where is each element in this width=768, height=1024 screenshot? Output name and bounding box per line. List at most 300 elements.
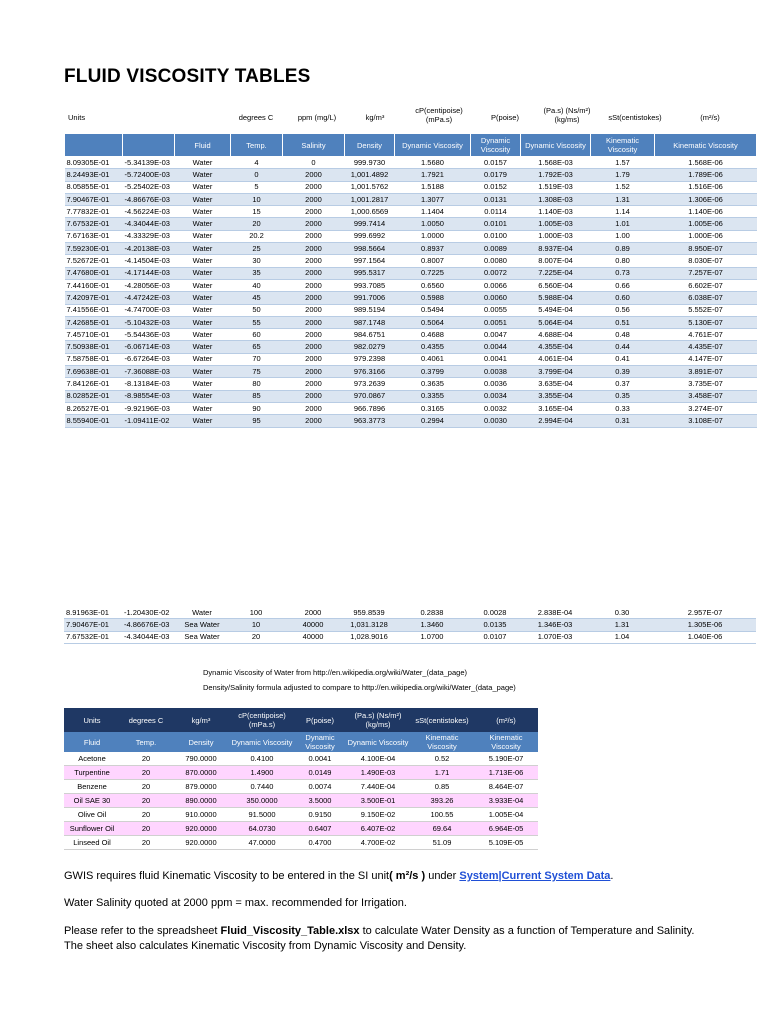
table-cell: 1.5680 [395,157,471,169]
table-cell: Water [175,206,231,218]
units-kgm3: kg/m³ [365,113,385,122]
table-cell: 0.4355 [395,341,471,353]
table-cell: 1.31 [590,619,654,631]
table-cell: 2000 [283,304,345,316]
table-cell: 80 [231,378,283,390]
table-cell: 6.964E-05 [474,822,538,836]
table-cell: Water [175,230,231,242]
table-cell: 1.79 [591,169,655,181]
table-cell: 1,000.6569 [345,206,395,218]
table-cell: 7.84126E-01 [65,378,123,390]
header-kinematic-viscosity-m2s: Kinematic Viscosity [655,134,757,157]
table-cell: 0.0047 [471,329,521,341]
table-cell: 8.09305E-01 [65,157,123,169]
table-cell: 984.6751 [345,329,395,341]
table-cell: 1.00 [591,230,655,242]
table-cell: 20 [120,836,172,850]
table-cell: 2000 [283,378,345,390]
table-cell: 40 [231,279,283,291]
table-cell: 0.3635 [395,378,471,390]
fluid-table-header-cell: Density [172,732,230,752]
table-row [65,329,757,341]
table-cell: 0.6407 [294,822,346,836]
table-cell: 64.0730 [230,822,294,836]
table-cell: 7.45710E-01 [65,329,123,341]
table-cell: 5.064E-04 [521,316,591,328]
table-cell: 1,001.5762 [345,181,395,193]
table-cell: 6.602E-07 [655,279,757,291]
fluid-table-header-cell: Dynamic Viscosity [230,732,294,752]
table-cell: 2000 [283,218,345,230]
table-cell: 0.8937 [395,243,471,255]
table-cell: Water [175,366,231,378]
table-cell: 6.560E-04 [521,279,591,291]
table-cell: Water [175,218,231,230]
table-row [65,390,757,402]
table-cell: 0.0072 [471,267,521,279]
table-cell: 5.552E-07 [655,304,757,316]
table-cell: 3.735E-07 [655,378,757,390]
table-cell: 0.0074 [294,780,346,794]
table-cell: 8.26527E-01 [65,402,123,414]
table-row [65,292,757,304]
table-cell: 2000 [283,316,345,328]
para3-rest: to calculate Water Density as a function of Temperature and Salinity. The sheet also calculates Kinematic Viscosity from Dynamic Viscosity and Density. [64,925,695,952]
table-cell: 7.69638E-01 [65,366,123,378]
table-cell: 920.0000 [172,836,230,850]
table-cell: 920.0000 [172,822,230,836]
table-cell: 7.44160E-01 [65,279,123,291]
table-cell: -4.34044E-03 [123,218,175,230]
table-cell: 1.0000 [395,230,471,242]
table-cell: 890.0000 [172,794,230,808]
table-cell: 7.90467E-01 [64,619,122,631]
table-cell: 1.3460 [394,619,470,631]
table-cell: Sea Water [174,619,230,631]
table-cell: Olive Oil [64,808,120,822]
table-cell: 7.440E-04 [346,780,410,794]
table-row [65,341,757,353]
para1-end: . [610,870,614,882]
table-cell: 20 [120,780,172,794]
table-cell: 3.108E-07 [655,415,757,427]
table-cell: 879.0000 [172,780,230,794]
table-cell: 0.0036 [471,378,521,390]
table-row [65,169,757,181]
table-cell: 5.190E-07 [474,752,538,766]
table-cell: 959.8539 [344,607,394,619]
table-cell: 0.0028 [470,607,520,619]
table-cell: 4.435E-07 [655,341,757,353]
table-cell: 0.41 [591,353,655,365]
table-cell: 1.140E-03 [521,206,591,218]
table-cell: Water [175,243,231,255]
table-row [64,822,538,836]
table-cell: -4.34044E-03 [122,631,174,643]
header-temp: Temp. [231,134,283,157]
system-data-link[interactable]: System|Current System Data [459,870,611,882]
fluid-table-header-cell: Temp. [120,732,172,752]
table-cell: Sea Water [174,631,230,643]
table-cell: 0.52 [410,752,474,766]
table-row [65,193,757,205]
table-cell: 0.2838 [394,607,470,619]
table-cell: 0.5988 [395,292,471,304]
table-cell: 1.1404 [395,206,471,218]
table-cell: 3.933E-04 [474,794,538,808]
table-cell: 0.0152 [471,181,521,193]
table-cell: 0.5494 [395,304,471,316]
table-row [64,836,538,850]
table-cell: 7.58758E-01 [65,353,123,365]
table-cell: 0.5064 [395,316,471,328]
header-dynamic-viscosity-pas: Dynamic Viscosity [521,134,591,157]
table-cell: 0.4100 [230,752,294,766]
table-row [64,752,538,766]
header-fluid: Fluid [175,134,231,157]
table-cell: 1.3077 [395,193,471,205]
table-cell: -4.74700E-03 [123,304,175,316]
table-cell: 963.3773 [345,415,395,427]
table-cell: -6.06714E-03 [123,341,175,353]
table-cell: 2.957E-07 [654,607,756,619]
table-row [64,780,538,794]
table-cell: Oil SAE 30 [64,794,120,808]
table-row [65,267,757,279]
table-cell: 0.89 [591,243,655,255]
table-row [65,378,757,390]
table-cell: 393.26 [410,794,474,808]
table-cell: 989.5194 [345,304,395,316]
table-cell: 0.35 [591,390,655,402]
table-cell: 100.55 [410,808,474,822]
table-cell: 0.0080 [471,255,521,267]
table-row [64,619,756,631]
table-cell: -9.92196E-03 [123,402,175,414]
table-cell: 995.5317 [345,267,395,279]
table-cell: 2000 [283,230,345,242]
table-cell: 3.891E-07 [655,366,757,378]
table-cell: Water [175,378,231,390]
table-cell: -4.47242E-03 [123,292,175,304]
table-cell: 45 [231,292,283,304]
table-cell: 35 [231,267,283,279]
table-cell: 0.0114 [471,206,521,218]
table-cell: 350.0000 [230,794,294,808]
table-cell: 0.7225 [395,267,471,279]
fluid-table-units-row [64,708,538,732]
table-cell: 2000 [283,206,345,218]
table-cell: 3.635E-04 [521,378,591,390]
table-cell: 1.71 [410,766,474,780]
table-cell: 8.950E-07 [655,243,757,255]
table-cell: 910.0000 [172,808,230,822]
header-blank-1 [65,134,123,157]
table-row [65,255,757,267]
table-cell: 1.568E-06 [655,157,757,169]
table-cell: 4.100E-04 [346,752,410,766]
table-cell: 1.57 [591,157,655,169]
fluid-table-header-cell: (Pa.s) (Ns/m²) (kg/ms) [346,708,410,732]
table-cell: 1.005E-06 [655,218,757,230]
table-cell: 0.0044 [471,341,521,353]
table-cell: 51.09 [410,836,474,850]
table-cell: Water [175,390,231,402]
water-viscosity-table [64,133,757,428]
table-cell: 1.713E-06 [474,766,538,780]
table-cell: -8.13184E-03 [123,378,175,390]
table-cell: 1.005E-03 [521,218,591,230]
table-cell: -5.10432E-03 [123,316,175,328]
table-cell: 20.2 [231,230,283,242]
table-cell: 4 [231,157,283,169]
fluid-table-header-cell: Fluid [64,732,120,752]
table-cell: 2000 [283,329,345,341]
table-cell: 20 [120,766,172,780]
table-cell: 5.130E-07 [655,316,757,328]
table-cell: 8.464E-07 [474,780,538,794]
table-cell: -1.20430E-02 [122,607,174,619]
table-cell: 0.2994 [395,415,471,427]
paragraph-kinematic-requirement [64,869,714,884]
table-cell: 60 [231,329,283,341]
header-density: Density [345,134,395,157]
table-cell: Linseed Oil [64,836,120,850]
fluid-table-header-cell: Kinematic Viscosity [410,732,474,752]
fluid-table-header-cell: Dynamic Viscosity [346,732,410,752]
header-dynamic-viscosity-p: Dynamic Viscosity [471,134,521,157]
table-cell: 40000 [282,631,344,643]
paragraph-salinity: Water Salinity quoted at 2000 ppm = max. recommended for Irrigation. [64,897,407,909]
fluid-table-header-cell: (m²/s) [474,708,538,732]
table-cell: 1,028.9016 [344,631,394,643]
table-cell: 8.02852E-01 [65,390,123,402]
paragraph-spreadsheet [64,924,714,954]
table-cell: 0.7440 [230,780,294,794]
table-cell: 7.59230E-01 [65,243,123,255]
table-cell: 91.5000 [230,808,294,822]
table-cell: 2000 [283,415,345,427]
table-cell: 0.48 [591,329,655,341]
table-cell: 3.799E-04 [521,366,591,378]
table-cell: 0.44 [591,341,655,353]
table-header-row [65,134,757,157]
table-cell: 70 [231,353,283,365]
table-cell: 1.792E-03 [521,169,591,181]
table-cell: 2000 [283,243,345,255]
table-cell: 0.0060 [471,292,521,304]
table-row [65,181,757,193]
table-cell: 8.937E-04 [521,243,591,255]
table-cell: Turpentine [64,766,120,780]
table-cell: 1.01 [591,218,655,230]
table-cell: 1.04 [590,631,654,643]
table-cell: 0.85 [410,780,474,794]
table-cell: -4.20138E-03 [123,243,175,255]
fluid-table-header-cell: cP(centipoise) (mPa.s) [230,708,294,732]
table-cell: 999.9730 [345,157,395,169]
fluid-table-header-cell: kg/m³ [172,708,230,732]
header-kinematic-viscosity-sst: Kinematic Viscosity [591,134,655,157]
table-row [65,218,757,230]
table-row [64,631,756,643]
table-cell: Water [175,157,231,169]
table-row [65,279,757,291]
table-row [65,157,757,169]
table-cell: 20 [120,822,172,836]
table-cell: 3.355E-04 [521,390,591,402]
table-cell: 0.0055 [471,304,521,316]
table-cell: 7.50938E-01 [65,341,123,353]
table-row [65,415,757,427]
table-cell: 2000 [283,193,345,205]
table-cell: 0.0131 [471,193,521,205]
table-cell: 0 [231,169,283,181]
table-cell: 790.0000 [172,752,230,766]
table-cell: -8.98554E-03 [123,390,175,402]
table-cell: -4.28056E-03 [123,279,175,291]
table-cell: -1.09411E-02 [123,415,175,427]
table-cell: 0.8007 [395,255,471,267]
table-cell: Water [175,279,231,291]
table-row [65,353,757,365]
table-cell: 2.994E-04 [521,415,591,427]
fluid-viscosity-table [64,708,538,850]
units-p: P(poise) [491,113,519,122]
table-cell: 6.038E-07 [655,292,757,304]
table-row [64,794,538,808]
table-cell: 0.0041 [471,353,521,365]
table-cell: 8.91963E-01 [64,607,122,619]
table-cell: 69.64 [410,822,474,836]
table-cell: Benzene [64,780,120,794]
table-cell: 7.47680E-01 [65,267,123,279]
table-cell: 0.31 [591,415,655,427]
table-row [65,243,757,255]
table-cell: 0.3799 [395,366,471,378]
table-cell: 998.5664 [345,243,395,255]
table-cell: 6.407E-02 [346,822,410,836]
table-cell: 5.494E-04 [521,304,591,316]
table-cell: 100 [230,607,282,619]
table-cell: 1.070E-03 [520,631,590,643]
table-cell: 1,001.4892 [345,169,395,181]
table-row [65,366,757,378]
table-cell: 9.150E-02 [346,808,410,822]
table-cell: Water [175,169,231,181]
table-cell: 1.4900 [230,766,294,780]
table-cell: 2000 [283,292,345,304]
table-cell: Water [175,267,231,279]
units-cp: cP(centipoise) (mPa.s) [415,106,463,124]
table-cell: 0.73 [591,267,655,279]
table-cell: 1.52 [591,181,655,193]
table-row [64,766,538,780]
table-cell: 870.0000 [172,766,230,780]
table-cell: 2000 [283,279,345,291]
table-cell: 1,031.3128 [344,619,394,631]
table-cell: 50 [231,304,283,316]
table-cell: 47.0000 [230,836,294,850]
table-cell: 0.0034 [471,390,521,402]
table-cell: 970.0867 [345,390,395,402]
table-cell: 997.1564 [345,255,395,267]
table-cell: 25 [231,243,283,255]
table-row [65,402,757,414]
table-cell: 0.0179 [471,169,521,181]
table-cell: 7.67532E-01 [65,218,123,230]
table-cell: 0.0107 [470,631,520,643]
para1-text: GWIS requires fluid Kinematic Viscosity to be entered in the SI unit [64,870,390,882]
table-cell: 2000 [283,341,345,353]
table-cell: -4.33329E-03 [123,230,175,242]
table-cell: 4.688E-04 [521,329,591,341]
table-cell: -5.54436E-03 [123,329,175,341]
table-cell: 0.0066 [471,279,521,291]
table-cell: Water [175,193,231,205]
table-cell: 8.05855E-01 [65,181,123,193]
table-cell: 0.4700 [294,836,346,850]
table-cell: 1,001.2817 [345,193,395,205]
table-cell: 20 [120,808,172,822]
table-cell: 0.3355 [395,390,471,402]
fluid-table-header-cell: degrees C [120,708,172,732]
note-density-source: Density/Salinity formula adjusted to compare to http://en.wikipedia.org/wiki/Water_(data_page) [203,683,516,692]
table-cell: 90 [231,402,283,414]
units-sst: sSt(centistokes) [608,113,662,122]
page-title: FLUID VISCOSITY TABLES [64,66,311,87]
table-cell: 0.0051 [471,316,521,328]
table-cell: 8.55940E-01 [65,415,123,427]
units-label: Units [68,113,86,122]
table-cell: 1.490E-03 [346,766,410,780]
table-cell: 973.2639 [345,378,395,390]
table-cell: 0.9150 [294,808,346,822]
table-cell: 1.516E-06 [655,181,757,193]
table-cell: Water [175,415,231,427]
table-row [65,316,757,328]
table-cell: 3.274E-07 [655,402,757,414]
table-cell: 8.007E-04 [521,255,591,267]
table-cell: 4.355E-04 [521,341,591,353]
table-cell: 3.165E-04 [521,402,591,414]
table-cell: -6.67264E-03 [123,353,175,365]
fluid-table-header-cell: Units [64,708,120,732]
table-cell: 8.24493E-01 [65,169,123,181]
table-cell: 0.0038 [471,366,521,378]
table-cell: Water [175,402,231,414]
table-cell: 2000 [283,390,345,402]
table-cell: 1.005E-04 [474,808,538,822]
para1-unit: ( m²/s ) [389,870,426,882]
table-row [64,808,538,822]
table-cell: 30 [231,255,283,267]
table-cell: 7.257E-07 [655,267,757,279]
table-cell: 4.061E-04 [521,353,591,365]
table-cell: 1.7921 [395,169,471,181]
table-cell: 0.60 [591,292,655,304]
units-pas: (Pa.s) (Ns/m²) (kg/ms) [543,106,591,124]
fluid-table-header-cell: Kinematic Viscosity [474,732,538,752]
table-cell: -4.17144E-03 [123,267,175,279]
fluid-table-header-cell: Dynamic Viscosity [294,732,346,752]
table-cell: 1.519E-03 [521,181,591,193]
table-cell: 0.4061 [395,353,471,365]
table-cell: 1.306E-06 [655,193,757,205]
table-cell: 3.5000 [294,794,346,808]
table-cell: 1.0700 [394,631,470,643]
table-cell: 0.6560 [395,279,471,291]
